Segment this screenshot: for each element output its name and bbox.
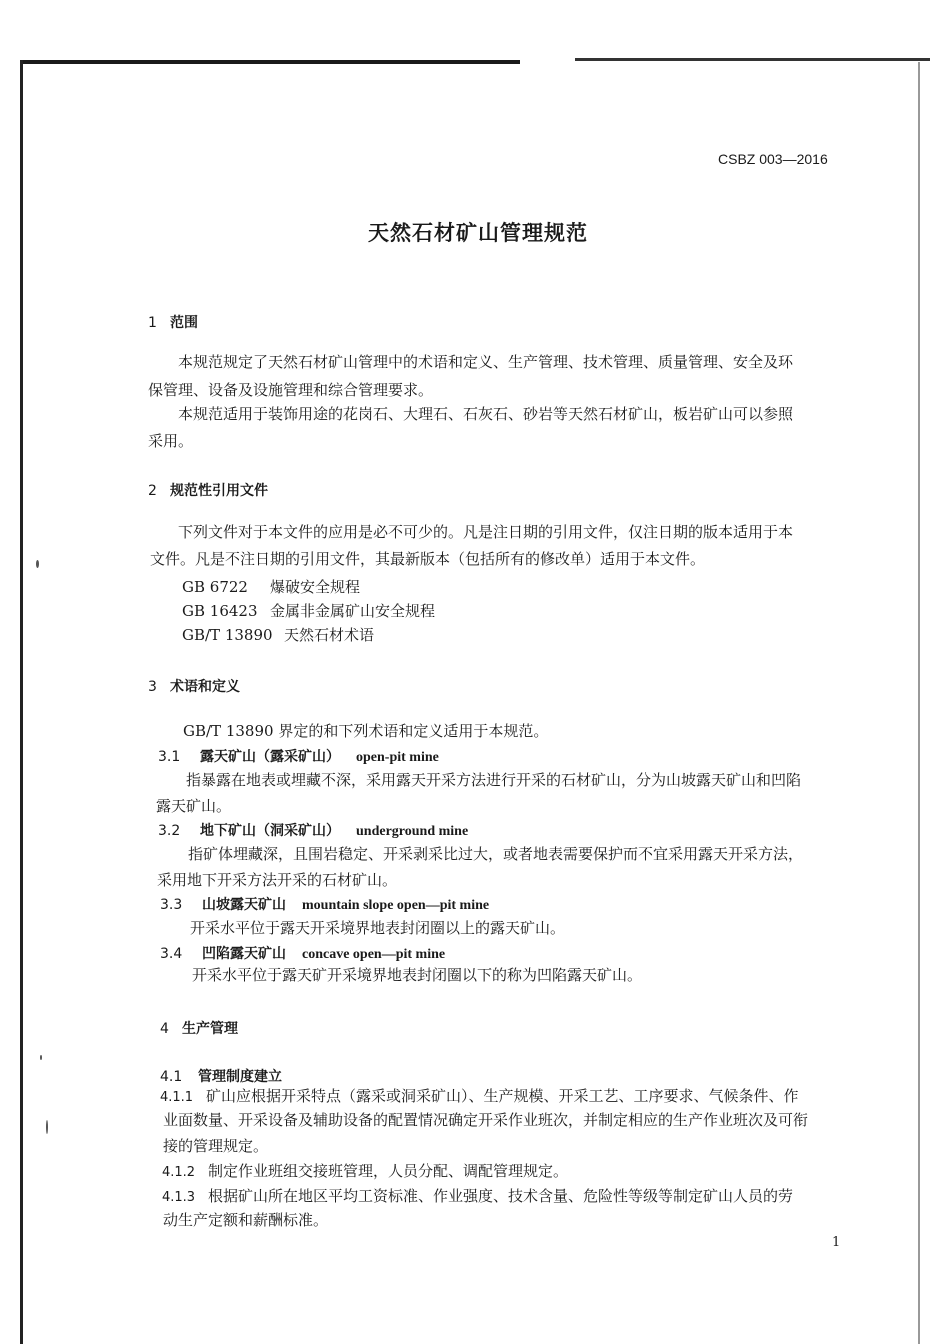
paragraph-line: 开采水平位于露天矿开采境界地表封闭圈以下的称为凹陷露天矿山。 <box>192 966 643 984</box>
paragraph-line: 本规范规定了天然石材矿山管理中的术语和定义、生产管理、技术管理、质量管理、安全及环 <box>178 353 794 371</box>
section-title: 范围 <box>170 315 198 331</box>
paragraph-line: 本规范适用于装饰用途的花岗石、大理石、石灰石、砂岩等天然石材矿山，板岩矿山可以参照 <box>178 405 794 423</box>
clause-number: 4.1.2 <box>162 1165 196 1180</box>
reference-code: GB/T 13890 <box>182 626 273 644</box>
reference-code: GB 16423 <box>182 602 258 620</box>
term-heading <box>158 748 439 767</box>
term-chinese: 露天矿山（露采矿山） <box>200 749 340 765</box>
reference-name: 爆破安全规程 <box>270 578 361 596</box>
term-chinese: 山坡露天矿山 <box>202 897 286 913</box>
document-code: CSBZ 003—2016 <box>718 151 828 167</box>
paragraph-line: 开采水平位于露天开采境界地表封闭圈以上的露天矿山。 <box>190 919 566 937</box>
paragraph-line: 动生产定额和薪酬标准。 <box>163 1211 329 1229</box>
clause-line <box>160 1087 799 1107</box>
term-english: open-pit mine <box>356 750 439 765</box>
reference-code: GB 6722 <box>182 578 248 596</box>
subsection-heading <box>160 1068 282 1086</box>
term-heading <box>160 945 445 964</box>
reference-item <box>182 626 374 644</box>
term-english: mountain slope open—pit mine <box>302 898 490 913</box>
scan-speck <box>40 1055 42 1060</box>
reference-item <box>182 602 435 620</box>
paragraph-line: 采用地下开采方法开采的石材矿山。 <box>157 871 398 889</box>
term-number: 3.3 <box>160 897 183 913</box>
term-number: 3.2 <box>158 823 181 839</box>
clause-text: 矿山应根据开采特点（露采或洞采矿山）、生产规模、开采工艺、工序要求、气候条件、作 <box>206 1087 799 1105</box>
section-number: 3 <box>148 679 157 695</box>
term-number: 3.4 <box>160 946 183 962</box>
document-title: 天然石材矿山管理规范 <box>368 221 588 245</box>
subsection-title: 管理制度建立 <box>198 1069 282 1085</box>
section-number: 2 <box>148 483 157 499</box>
section-title: 规范性引用文件 <box>170 483 268 499</box>
clause-text: 根据矿山所在地区平均工资标准、作业强度、技术含量、危险性等级等制定矿山人员的劳 <box>208 1187 794 1205</box>
paragraph-line: 业面数量、开采设备及辅助设备的配置情况确定开采作业班次，并制定相应的生产作业班次及可衔 <box>163 1111 809 1129</box>
section-number: 4 <box>160 1021 169 1037</box>
paragraph-line: 指矿体埋藏深，且围岩稳定、开采剥采比过大，或者地表需要保护而不宜采用露天开采方法， <box>188 845 804 863</box>
reference-name: 金属非金属矿山安全规程 <box>270 602 436 620</box>
page-number: 1 <box>832 1235 841 1250</box>
section-title: 术语和定义 <box>170 679 240 695</box>
clause-number: 4.1.1 <box>160 1090 194 1105</box>
subsection-number: 4.1 <box>160 1069 183 1085</box>
section-heading <box>160 1020 238 1038</box>
clause-line <box>162 1187 793 1207</box>
term-heading <box>158 822 468 841</box>
term-heading <box>160 896 489 915</box>
clause-number: 4.1.3 <box>162 1190 196 1205</box>
section-heading <box>148 314 198 332</box>
section-number: 1 <box>148 315 157 331</box>
paragraph-line: 文件。凡是不注日期的引用文件，其最新版本（包括所有的修改单）适用于本文件。 <box>150 550 706 568</box>
paragraph-line: 接的管理规定。 <box>163 1137 269 1155</box>
paragraph-line: 露天矿山。 <box>156 797 232 815</box>
scan-border <box>575 58 930 61</box>
paragraph-line: 指暴露在地表或埋藏不深，采用露天开采方法进行开采的石材矿山，分为山坡露天矿山和凹陷 <box>186 771 802 789</box>
clause-text: 制定作业班组交接班管理，人员分配、调配管理规定。 <box>208 1162 569 1180</box>
paragraph-line: 保管理、设备及设施管理和综合管理要求。 <box>148 381 434 399</box>
term-english: underground mine <box>356 824 469 839</box>
paragraph-line: 采用。 <box>148 432 194 450</box>
section-title: 生产管理 <box>182 1021 238 1037</box>
reference-name: 天然石材术语 <box>284 626 375 644</box>
paragraph-line: GB/T 13890 界定的和下列术语和定义适用于本规范。 <box>183 722 549 740</box>
term-chinese: 地下矿山（洞采矿山） <box>200 823 340 839</box>
scan-speck <box>46 1120 48 1134</box>
scan-border <box>918 62 920 1344</box>
section-heading <box>148 482 268 500</box>
reference-item <box>182 578 360 596</box>
term-english: concave open—pit mine <box>302 947 446 962</box>
clause-line <box>162 1162 568 1182</box>
term-chinese: 凹陷露天矿山 <box>202 946 286 962</box>
scan-border <box>20 60 520 64</box>
term-number: 3.1 <box>158 749 181 765</box>
paragraph-line: 下列文件对于本文件的应用是必不可少的。凡是注日期的引用文件，仅注日期的版本适用于本 <box>178 523 794 541</box>
scan-border <box>20 60 23 1344</box>
section-heading <box>148 678 240 696</box>
scan-speck <box>36 560 39 568</box>
